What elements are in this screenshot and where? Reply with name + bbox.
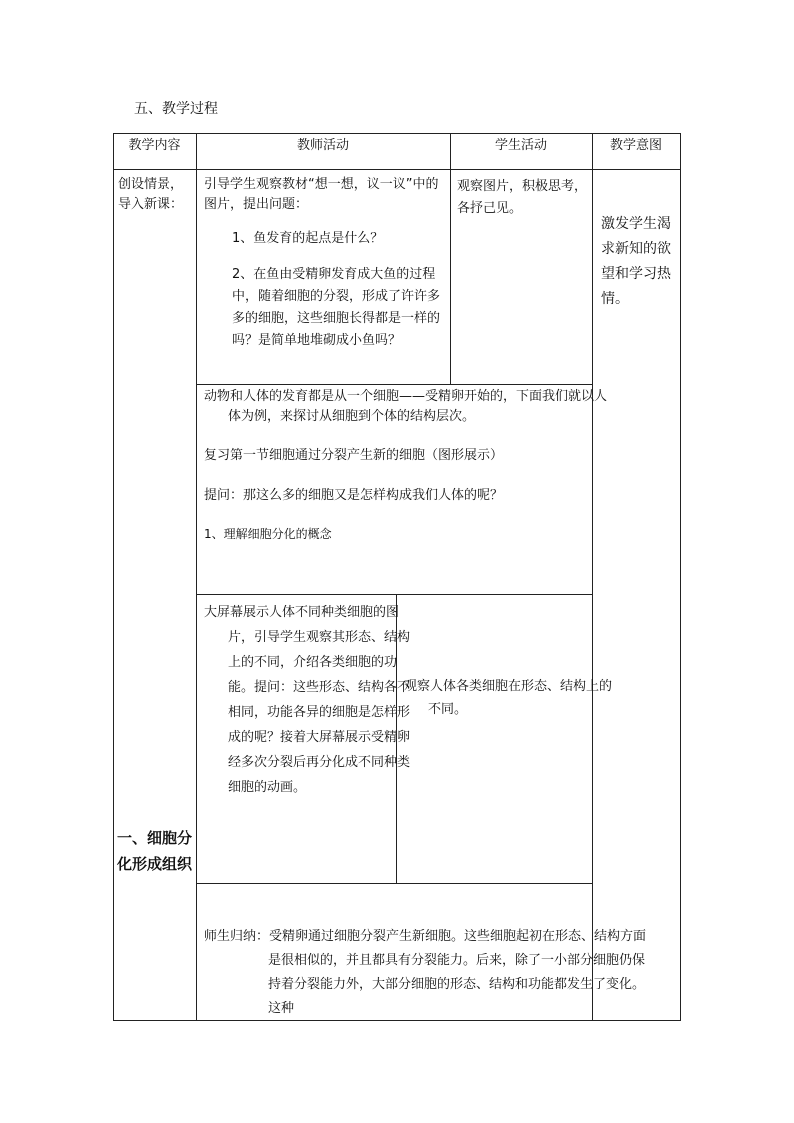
section-label-cell: 一、细胞分化形成组织 xyxy=(117,829,193,873)
table-top-border xyxy=(113,133,680,134)
row2-paragraph-2: 复习第一节细胞通过分裂产生新的细胞（图形展示） xyxy=(204,448,504,463)
row2-paragraph-4: 1、理解细胞分化的概念 xyxy=(204,527,332,541)
row3-teacher-cell: 大屏幕展示人体不同种类细胞的图片，引导学生观察其形态、结构上的不同，介绍各类细胞的功能。提问：这些形态、结构各不相同，功能各异的细胞是怎样形成的呢？接着大屏幕展示受精卵经多次分裂后再分化成不同种类细胞的动画。 xyxy=(204,605,411,795)
row2-bottom-border xyxy=(196,594,592,595)
table-right-border xyxy=(680,133,681,1021)
row1-intent-cell: 激发学生渴求新知的欲望和学习热情。 xyxy=(601,216,671,307)
row2-paragraph-1: 动物和人体的发育都是从一个细胞——受精卵开始的，下面我们就以人体为例，来探讨从细胞到个体的结构层次。 xyxy=(204,389,608,424)
row3-student-cell: 观察人体各类细胞在形态、结构上的不同。 xyxy=(404,679,613,717)
section-title: 五、教学过程 xyxy=(134,101,218,117)
row2-paragraph-3: 提问：那这么多的细胞又是怎样构成我们人体的呢？ xyxy=(204,488,504,503)
row1-content-cell: 创设情景，导入新课： xyxy=(118,177,184,212)
row1-student-cell: 观察图片，积极思考，各抒己见。 xyxy=(457,179,588,216)
table-left-border xyxy=(113,133,114,1021)
header-content: 教学内容 xyxy=(128,138,181,153)
row1-question-2: 2、在鱼由受精卵发育成大鱼的过程中，随着细胞的分裂，形成了许许多多的细胞，这些细胞长得都是一样的吗？是简单地堆砌成小鱼吗？ xyxy=(232,267,441,348)
header-student: 学生活动 xyxy=(494,138,547,153)
row1-bottom-border xyxy=(196,384,592,385)
header-bottom-border xyxy=(113,169,680,170)
col1-right-border xyxy=(196,133,197,1021)
col3-right-border xyxy=(592,133,593,1021)
row3-bottom-border xyxy=(196,883,592,884)
col2-right-border-top xyxy=(450,133,451,384)
header-teacher: 教师活动 xyxy=(296,138,349,153)
row4-summary-cell: 师生归纳：受精卵通过细胞分裂产生新细胞。这些细胞起初在形态、结构方面是很相似的，并且都具有分裂能力。后来，除了一小部分细胞仍保持着分裂能力外，大部分细胞的形态、结构和功能都发生了变化。这种 xyxy=(204,929,647,1016)
row1-question-1: 1、鱼发育的起点是什么？ xyxy=(232,231,384,246)
row1-teacher-intro: 引导学生观察教材“想一想，议一议”中的图片，提出问题： xyxy=(204,177,439,212)
header-intent: 教学意图 xyxy=(609,138,662,153)
